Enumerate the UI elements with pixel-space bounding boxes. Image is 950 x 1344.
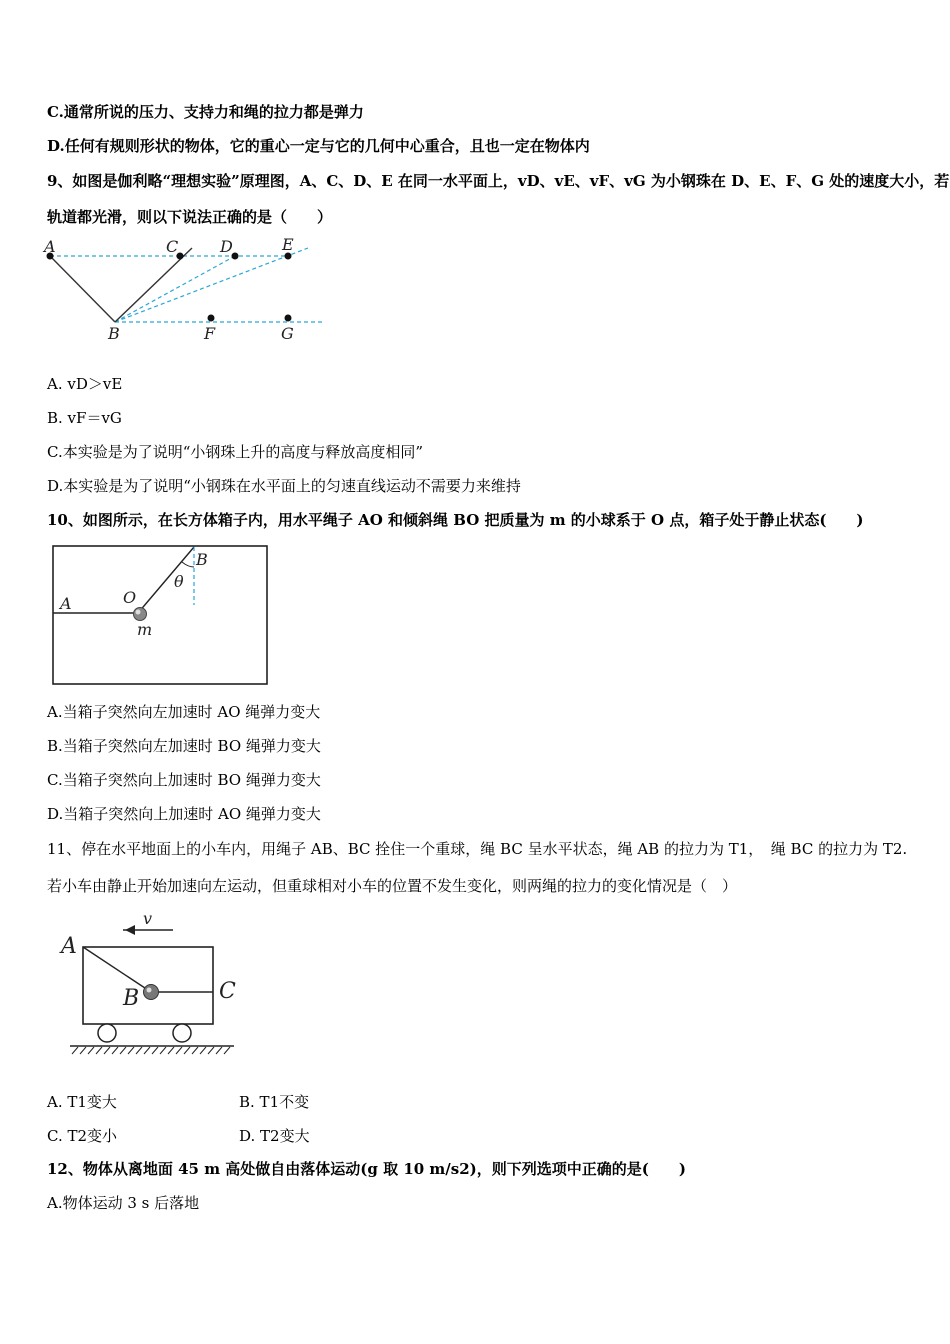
q9-option-b: B. vF＝vG	[47, 409, 122, 427]
q9-stem-line2: 轨道都光滑，则以下说法正确的是（ ）	[47, 208, 333, 226]
q11-label-b: B	[123, 986, 140, 1011]
q10-option-c: C.当箱子突然向上加速时 BO 绳弹力变大	[47, 771, 321, 789]
q9-label-e: E	[282, 235, 294, 254]
q9-option-a: A. vD＞vE	[47, 375, 123, 393]
q10-label-a: A	[60, 594, 72, 613]
q10-option-d: D.当箱子突然向上加速时 AO 绳弹力变大	[47, 805, 321, 823]
q10-option-b: B.当箱子突然向左加速时 BO 绳弹力变大	[47, 737, 321, 755]
q10-label-o: O	[123, 588, 137, 607]
q9-option-c: C.本实验是为了说明“小钢珠上升的高度与释放高度相同”	[47, 443, 424, 461]
q9-label-c: C	[166, 237, 179, 256]
q11-option-d: D. T2变大	[239, 1127, 310, 1145]
q9-label-f: F	[204, 324, 216, 343]
q8-option-c: C.通常所说的压力、支持力和绳的拉力都是弹力	[47, 103, 364, 121]
q11-label-c: C	[219, 979, 236, 1004]
q10-label-m: m	[137, 620, 153, 639]
q10-stem: 10、如图所示，在长方体箱子内，用水平绳子 AO 和倾斜绳 BO 把质量为 m 的小球系于 O 点，箱子处于静止状态( )	[47, 511, 864, 529]
q12-stem: 12、物体从离地面 45 m 高处做自由落体运动(g 取 10 m/s2)，则下列选项中正确的是( )	[47, 1160, 686, 1178]
q11-stem-line2: 若小车由静止开始加速向左运动，但重球相对小车的位置不发生变化，则两绳的拉力的变化情况是（ ）	[47, 877, 738, 895]
q9-label-b: B	[108, 324, 120, 343]
q10-label-theta: θ	[174, 572, 184, 591]
q11-option-c: C. T2变小	[47, 1127, 118, 1145]
q10-option-a: A.当箱子突然向左加速时 AO 绳弹力变大	[47, 703, 321, 721]
q9-label-d: D	[220, 237, 233, 256]
q9-label-a: A	[44, 237, 56, 256]
q9-option-d: D.本实验是为了说明“小钢珠在水平面上的匀速直线运动不需要力来维持	[47, 477, 521, 495]
q11-label-v: v	[143, 909, 153, 928]
q9-label-g: G	[281, 324, 294, 343]
q12-option-a: A.物体运动 3 s 后落地	[47, 1194, 200, 1212]
q11-label-a: A	[61, 934, 77, 959]
q11-stem-line1: 11、停在水平地面上的小车内，用绳子 AB、BC 拴住一个重球，绳 BC 呈水平状态，绳 AB 的拉力为 T1， 绳 BC 的拉力为 T2.	[47, 840, 908, 858]
q11-cart-diagram	[58, 905, 248, 1055]
q11-option-a: A. T1变大	[47, 1093, 117, 1111]
q8-option-d: D.任何有规则形状的物体，它的重心一定与它的几何中心重合，且也一定在物体内	[47, 137, 590, 155]
q10-label-b: B	[196, 550, 208, 569]
q10-box-diagram	[52, 545, 272, 690]
q11-option-b: B. T1不变	[239, 1093, 310, 1111]
q9-galileo-diagram	[40, 232, 340, 347]
q9-stem-line1: 9、如图是伽利略“理想实验”原理图，A、C、D、E 在同一水平面上，vD、vE、vF、vG 为小钢珠在 D、E、F、G 处的速度大小，若	[47, 172, 950, 190]
